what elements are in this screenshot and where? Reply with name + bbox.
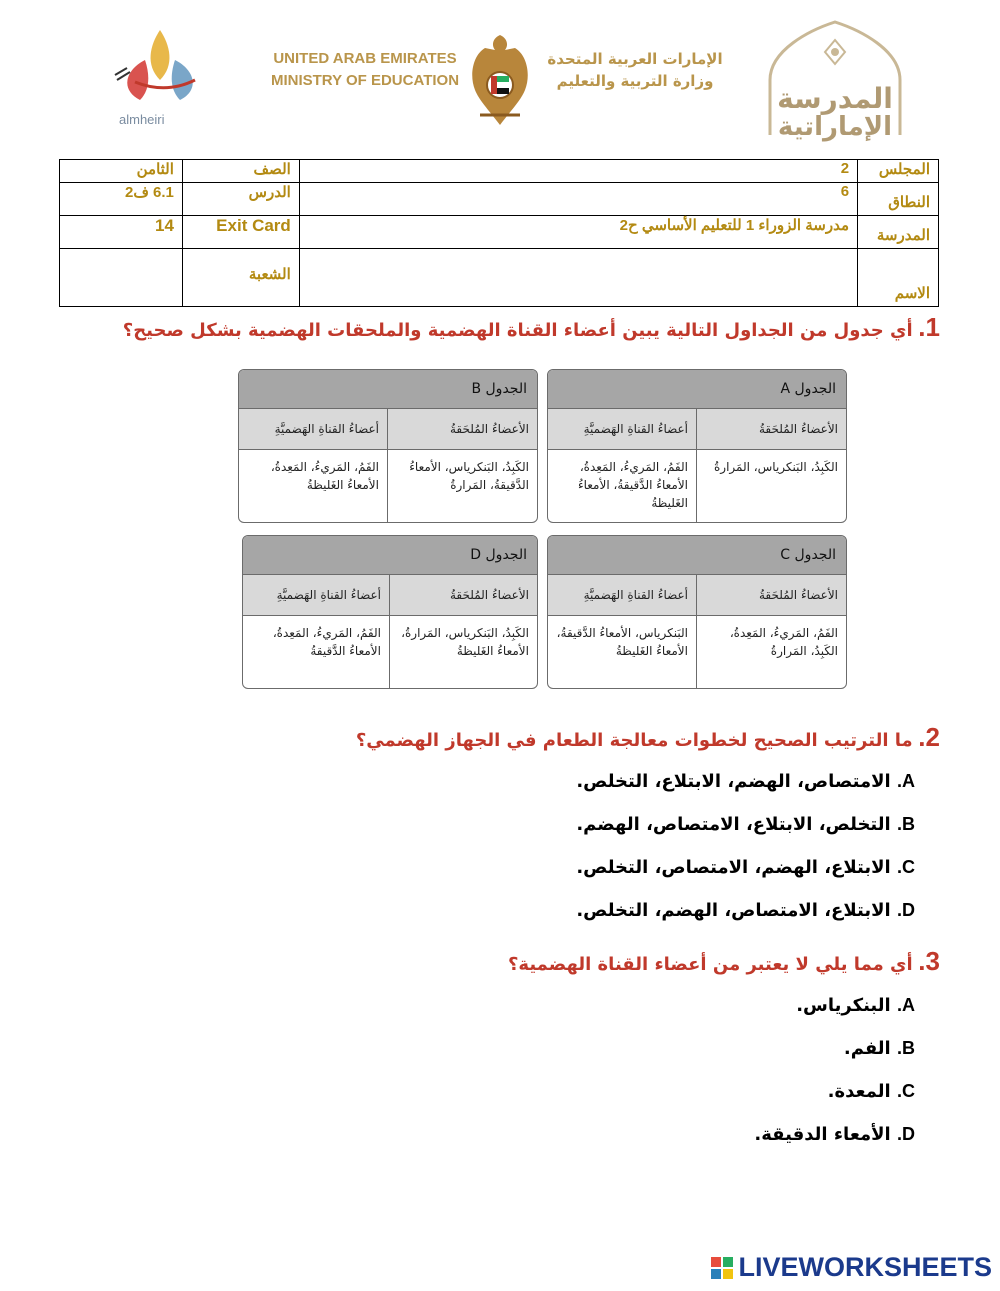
table-a-col2-header: أعضاءُ القناةِ الهَضميَّةِ xyxy=(548,409,697,449)
table-c-title: الجدول C xyxy=(548,536,846,574)
table-a-cell1: الكَبِدُ، البَنكرياس، المَرارةُ xyxy=(713,460,838,474)
question-3-number: 3. xyxy=(918,946,940,976)
square-yellow xyxy=(723,1269,733,1279)
eagle-icon xyxy=(465,30,535,130)
table-b-cell2: الفَمُ، المَريءُ، المَعِدةُ، الأمعاءُ الغَليظةُ xyxy=(239,450,388,523)
q3-option-c[interactable] xyxy=(828,1081,915,1102)
table-b-title: الجدول B xyxy=(239,370,537,408)
q2-option-b-letter: B. xyxy=(896,814,915,834)
exit-card-label: Exit Card xyxy=(182,216,299,249)
table-a-cell2: الفَمُ، المَريءُ، المَعِدةُ، الأمعاءُ الدَّقيقةُ، الأمعاءُ الغَليظةُ xyxy=(548,450,697,523)
almheiri-word: almheiri xyxy=(119,112,165,127)
table-b-col2-header: أعضاءُ القناةِ الهَضميَّةِ xyxy=(239,409,388,449)
council-value: 2 xyxy=(299,160,857,183)
table-d-col1-header: الأعضاءُ المُلحَقةُ xyxy=(449,588,529,602)
table-d-col2-header: أعضاءُ القناةِ الهَضميَّةِ xyxy=(243,575,390,615)
table-c-col1-header: الأعضاءُ المُلحَقةُ xyxy=(758,588,838,602)
q2-option-a-letter: A. xyxy=(896,771,915,791)
table-c-col2-header: أعضاءُ القناةِ الهَضميَّةِ xyxy=(548,575,697,615)
square-green xyxy=(723,1257,733,1267)
q2-option-d-text: الابتلاع، الامتصاص، الهضم، التخلص. xyxy=(576,900,891,921)
section-field[interactable] xyxy=(60,249,183,307)
school-label: المدرسة xyxy=(858,216,939,249)
uae-ministry-arabic xyxy=(540,48,730,92)
uae-en-line1: UNITED ARAB EMIRATES xyxy=(273,50,457,67)
grade-value: الثامن xyxy=(60,160,183,183)
square-red xyxy=(711,1257,721,1267)
question-1 xyxy=(60,312,940,343)
q2-option-c[interactable] xyxy=(576,857,915,878)
range-label: النطاق xyxy=(858,183,939,216)
q2-option-b[interactable] xyxy=(576,814,915,835)
q2-option-c-letter: C. xyxy=(896,857,915,877)
student-info-table xyxy=(59,159,939,307)
table-a[interactable] xyxy=(547,369,847,523)
table-b-cell1: الكَبِدُ، البَنكرياس، الأمعاءُ الدَّقيقةُ، المَرارةُ xyxy=(409,460,529,492)
table-d-cell2: الفَمُ، المَريءُ، المَعِدةُ، الأمعاءُ الدَّقيقةُ xyxy=(243,616,390,689)
name-field[interactable] xyxy=(299,249,857,307)
q3-option-b-text: الفم. xyxy=(843,1038,891,1059)
uae-ministry-english xyxy=(270,48,460,92)
lesson-label: الدرس xyxy=(182,183,299,216)
table-c-cell1: الفَمُ، المَريءُ، المَعِدةُ، الكَبِدُ، المَرارةُ xyxy=(729,626,838,658)
liveworksheets-squares-icon xyxy=(711,1257,733,1279)
q3-option-d[interactable] xyxy=(754,1124,915,1145)
exit-card-value: 14 xyxy=(60,216,183,249)
uae-eagle-emblem xyxy=(465,30,535,130)
q3-option-d-letter: D. xyxy=(896,1124,915,1144)
q3-option-d-text: الأمعاء الدقيقة. xyxy=(754,1124,891,1145)
table-a-title: الجدول A xyxy=(548,370,846,408)
q3-option-a-text: البنكرياس. xyxy=(796,995,891,1016)
grade-label: الصف xyxy=(182,160,299,183)
table-a-col1-header: الأعضاءُ المُلحَقةُ xyxy=(758,422,838,436)
q3-option-c-letter: C. xyxy=(896,1081,915,1101)
table-d[interactable] xyxy=(242,535,538,689)
q3-option-c-text: المعدة. xyxy=(827,1081,891,1102)
table-d-title: الجدول D xyxy=(243,536,537,574)
liveworksheets-brand: LIVEWORKSHEETS xyxy=(738,1252,992,1282)
question-3 xyxy=(60,946,940,977)
table-b-col1-header: الأعضاءُ المُلحَقةُ xyxy=(449,422,529,436)
uae-en-line2: MINISTRY OF EDUCATION xyxy=(270,72,460,89)
question-1-text: أي جدول من الجداول التالية يبين أعضاء القناة الهضمية والملحقات الهضمية بشكل صحيح؟ xyxy=(122,320,913,341)
question-3-text: أي مما يلي لا يعتبر من أعضاء القناة الهضمية؟ xyxy=(507,954,913,975)
school-value: مدرسة الزوراء 1 للتعليم الأساسي ح2 xyxy=(299,216,857,249)
q2-option-c-text: الابتلاع، الهضم، الامتصاص، التخلص. xyxy=(576,857,891,878)
q3-option-b[interactable] xyxy=(844,1038,915,1059)
table-c-cell2: البَنكرياس، الأمعاءُ الدَّقيقةُ، الأمعاءُ الغَليظةُ xyxy=(548,616,697,689)
question-1-number: 1. xyxy=(918,312,940,342)
question-2-number: 2. xyxy=(918,722,940,752)
almheiri-logo xyxy=(105,20,215,130)
lesson-value: 6.1 ف2 xyxy=(60,183,183,216)
section-label: الشعبة xyxy=(182,249,299,307)
table-d-cell1: الكَبِدُ، البَنكرياس، المَرارةُ، الأمعاءُ الغَليظةُ xyxy=(401,626,529,658)
uae-ar-line2: وزارة التربية والتعليم xyxy=(556,72,714,90)
q2-option-a-text: الامتصاص، الهضم، الابتلاع، التخلص. xyxy=(576,771,891,792)
almheiri-emblem-icon xyxy=(105,20,215,115)
q2-option-a[interactable] xyxy=(576,771,915,792)
q2-option-d-letter: D. xyxy=(896,900,915,920)
table-b[interactable] xyxy=(238,369,538,523)
school-logo-line1: المدرسة xyxy=(777,82,893,115)
question-2 xyxy=(60,722,940,753)
q3-option-a-letter: A. xyxy=(896,995,915,1015)
question-2-text: ما الترتيب الصحيح لخطوات معالجة الطعام في الجهاز الهضمي؟ xyxy=(355,730,913,751)
square-blue xyxy=(711,1269,721,1279)
range-value: 6 xyxy=(299,183,857,216)
q3-option-a[interactable] xyxy=(796,995,915,1016)
school-logo-line2: الإماراتية xyxy=(777,112,893,142)
emirati-school-logo xyxy=(750,20,920,142)
table-c[interactable] xyxy=(547,535,847,689)
q3-option-b-letter: B. xyxy=(896,1038,915,1058)
liveworksheets-logo[interactable] xyxy=(711,1252,992,1283)
council-label: المجلس xyxy=(858,160,939,183)
uae-ar-line1: الإمارات العربية المتحدة xyxy=(547,50,723,68)
q2-option-d[interactable] xyxy=(576,900,915,921)
name-label: الاسم xyxy=(858,249,939,307)
q2-option-b-text: التخلص، الابتلاع، الامتصاص، الهضم. xyxy=(576,814,891,835)
